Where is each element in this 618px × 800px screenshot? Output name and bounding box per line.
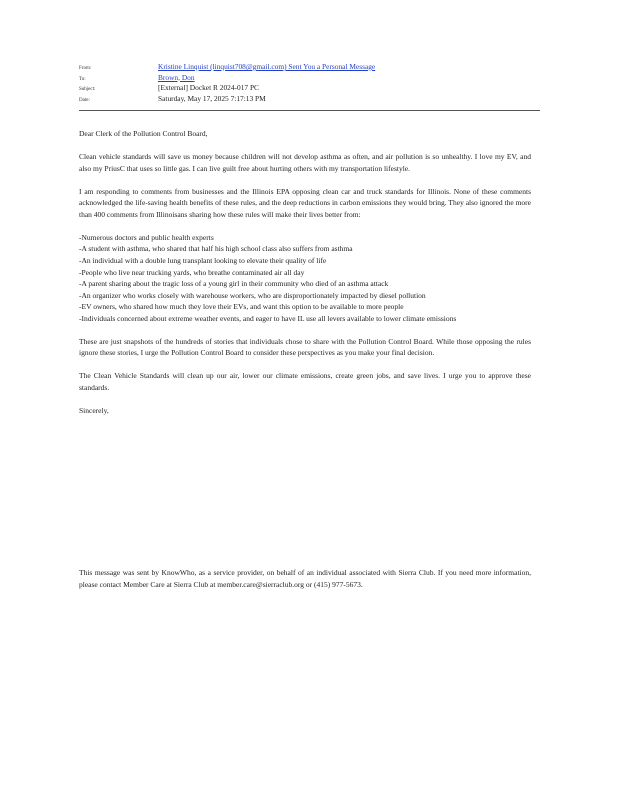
paragraph-4: The Clean Vehicle Standards will clean up our air, lower our climate emissions, create green jobs, and save lives. I urge you to approve these standards. xyxy=(79,371,531,393)
list-item: -Numerous doctors and public health experts xyxy=(79,232,214,242)
email-header xyxy=(79,62,539,104)
to-recipient-link[interactable]: Brown, Don xyxy=(158,72,195,82)
from-row xyxy=(79,62,539,73)
from-label: From: xyxy=(79,66,92,71)
subject-row xyxy=(79,83,539,94)
paragraph-1: Clean vehicle standards will save us money because children will not develop asthma as often, and air pollution is so unhealthy. I love my EV, and also my PriusC that uses so little gas. I can live guilt free about hurting others with my transportation lifestyle. xyxy=(79,151,531,173)
email-body xyxy=(79,128,531,417)
list-item: -Individuals concerned about extreme weather events, and eager to have IL use all levers available to lower climate emissions xyxy=(79,313,457,323)
to-row xyxy=(79,73,539,84)
list-item: -People who live near trucking yards, who breathe contaminated air all day xyxy=(79,267,305,277)
date-value: Saturday, May 17, 2025 7:17:13 PM xyxy=(158,93,266,103)
date-label: Date: xyxy=(79,97,90,103)
email-footer: This message was sent by KnowWho, as a service provider, on behalf of an individual associated with Sierra Club. If you need more information, please contact Member Care at Sierra Club at member.care@sierraclub.org or (415) 977-5673. xyxy=(79,568,531,589)
supporters-list xyxy=(79,232,531,325)
date-row xyxy=(79,94,539,105)
list-item: -EV owners, who shared how much they love their EVs, and want this option to be available to more people xyxy=(79,302,404,312)
list-item: -An organizer who works closely with warehouse workers, who are disproportionately impacted by diesel pollution xyxy=(79,290,426,300)
list-item: -An individual with a double lung transplant looking to elevate their quality of life xyxy=(79,255,327,265)
subject-label: Subject: xyxy=(79,87,96,92)
closing: Sincerely, xyxy=(79,406,109,416)
salutation: Dear Clerk of the Pollution Control Board, xyxy=(79,129,208,138)
to-label: To: xyxy=(79,76,86,82)
from-sender-link[interactable]: Kristine Linquist (linquist708@gmail.com) Sent You a Personal Message xyxy=(158,62,376,71)
paragraph-3: These are just snapshots of the hundreds of stories that individuals chose to share with the Pollution Control Board. While those opposing the rules ignore these stories, I urge the Pollution Control Board to consider these perspectives as you make your final decision. xyxy=(79,336,531,358)
header-divider xyxy=(79,110,540,111)
list-item: -A parent sharing about the tragic loss of a young girl in their community who died of an asthma attack xyxy=(79,279,389,289)
list-item: -A student with asthma, who shared that half his high school class also suffers from asthma xyxy=(79,244,353,254)
paragraph-2: I am responding to comments from businesses and the Illinois EPA opposing clean car and truck standards for Illinois. None of these comments acknowledged the life-saving health benefits of these rules, and the deep reductions in carbon emissions they would bring. They also ignored the more than 400 comments from Illinoisans sharing how these rules will make their lives better from: xyxy=(79,186,531,219)
subject-value: [External] Docket R 2024-017 PC xyxy=(158,83,259,92)
